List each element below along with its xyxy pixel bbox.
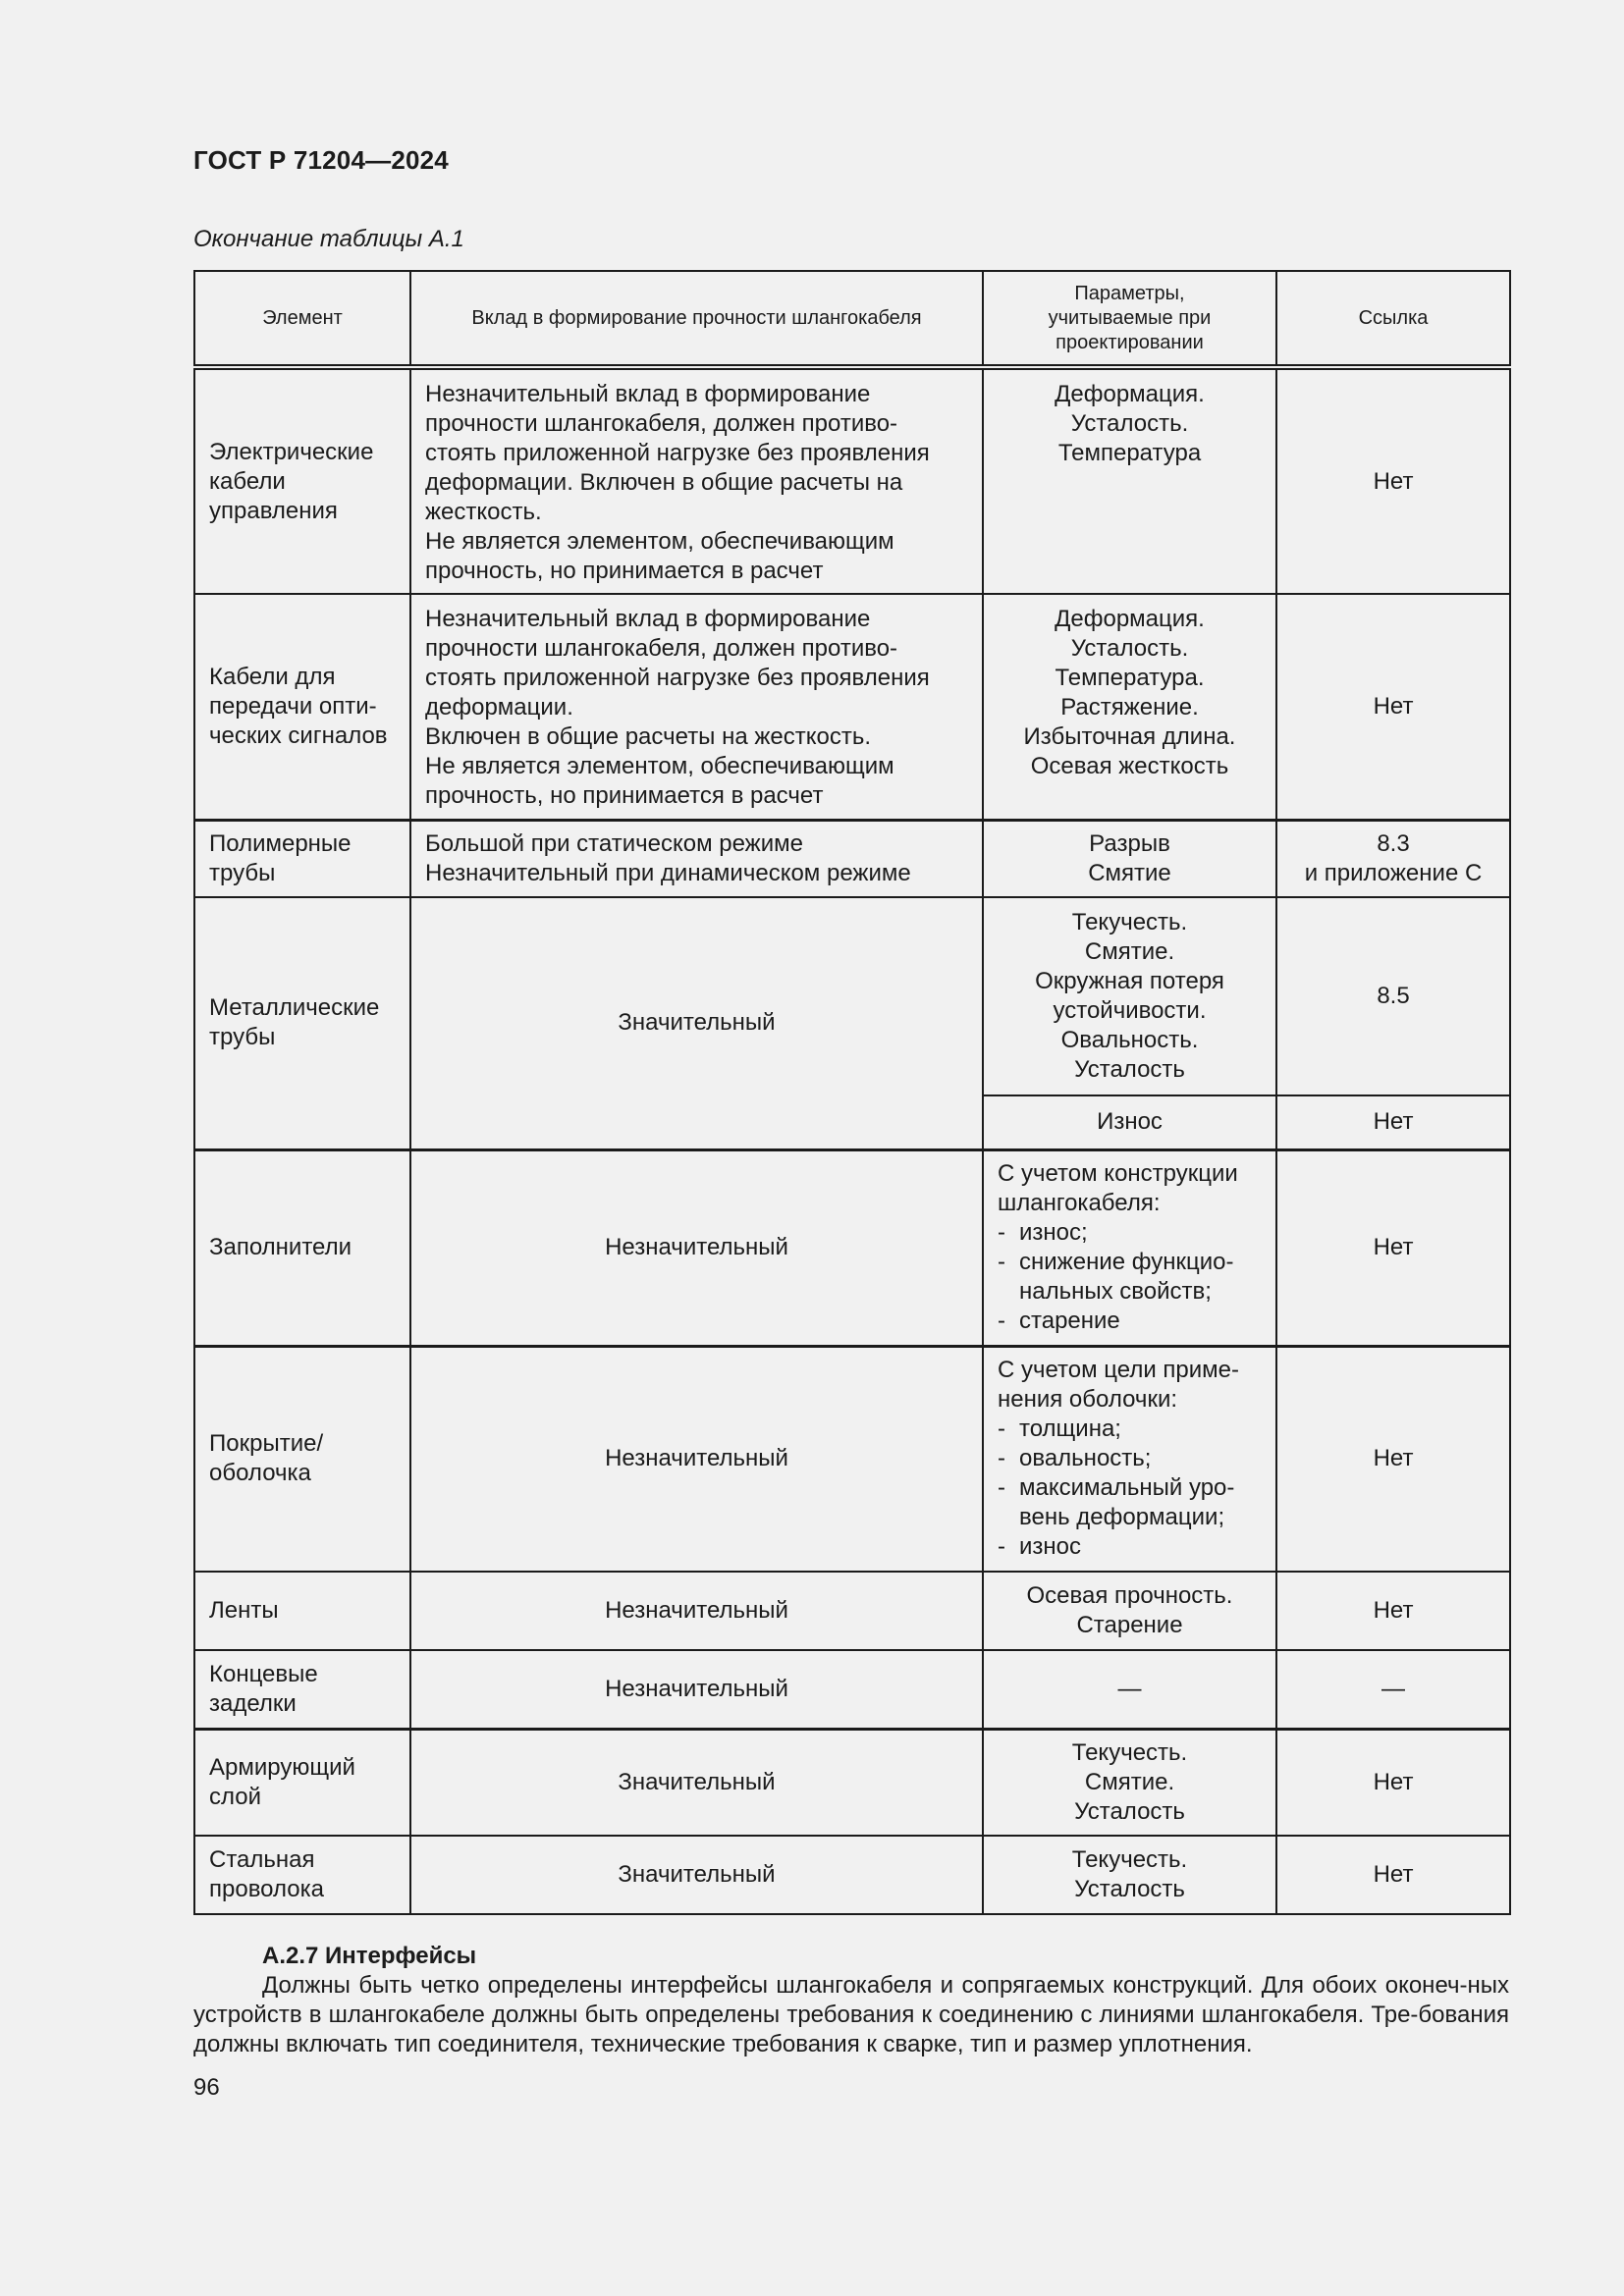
cell-element: Полимерные трубы bbox=[194, 820, 410, 897]
document-id: ГОСТ Р 71204—2024 bbox=[193, 145, 449, 175]
cell-element: Заполнители bbox=[194, 1149, 410, 1346]
table-row bbox=[194, 897, 1510, 1095]
cell-ref: — bbox=[1276, 1650, 1510, 1729]
cell-params: Текучесть. Смятие. Усталость bbox=[983, 1729, 1276, 1836]
cell-ref: Нет bbox=[1276, 1836, 1510, 1914]
table-row bbox=[194, 1650, 1510, 1729]
col-header-params: Параметры, учитываемые при проектировании bbox=[983, 271, 1276, 367]
col-header-contribution: Вклад в формирование прочности шлангокабеля bbox=[410, 271, 983, 367]
cell-ref: Нет bbox=[1276, 1729, 1510, 1836]
cell-params: — bbox=[983, 1650, 1276, 1729]
cell-element: Кабели для передачи опти-ческих сигналов bbox=[194, 594, 410, 820]
cell-params: Текучесть. Смятие. Окружная потеря устойчивости. Овальность. Усталость bbox=[983, 897, 1276, 1095]
table-caption: Окончание таблицы А.1 bbox=[193, 226, 464, 252]
cell-params: Деформация. Усталость. Температура. Растяжение. Избыточная длина. Осевая жесткость bbox=[983, 594, 1276, 820]
cell-element: Армирующий слой bbox=[194, 1729, 410, 1836]
table-row bbox=[194, 820, 1510, 897]
list-item: - старение bbox=[998, 1307, 1262, 1336]
cell-ref: Нет bbox=[1276, 1095, 1510, 1149]
table-row bbox=[194, 1836, 1510, 1914]
params-list bbox=[998, 1218, 1262, 1336]
table-a1 bbox=[193, 270, 1511, 1915]
cell-ref: Нет bbox=[1276, 1149, 1510, 1346]
cell-params: Разрыв Смятие bbox=[983, 820, 1276, 897]
cell-ref: Нет bbox=[1276, 367, 1510, 594]
table-row bbox=[194, 594, 1510, 820]
page-number: 96 bbox=[193, 2074, 220, 2101]
cell-contribution: Незначительный bbox=[410, 1572, 983, 1650]
list-item: - износ; bbox=[998, 1218, 1262, 1248]
table-row bbox=[194, 1149, 1510, 1346]
cell-params bbox=[983, 1346, 1276, 1572]
cell-contribution: Значительный bbox=[410, 897, 983, 1149]
section-paragraph: Должны быть четко определены интерфейсы шлангокабеля и сопрягаемых конструкций. Для обоих оконеч-ных устройств в шлангокабеле должны быть определены требования к соединению с линиями шлангокабеля. Тре-бования должны включать тип соединителя, технические требования к сварке, тип и размер уплотнения. bbox=[193, 1972, 1509, 2057]
col-header-ref: Ссылка bbox=[1276, 271, 1510, 367]
col-header-element: Элемент bbox=[194, 271, 410, 367]
section-title: А.2.7 Интерфейсы bbox=[262, 1943, 477, 1969]
list-item: - толщина; bbox=[998, 1415, 1262, 1444]
cell-ref: Нет bbox=[1276, 1572, 1510, 1650]
cell-element: Ленты bbox=[194, 1572, 410, 1650]
cell-contribution: Значительный bbox=[410, 1729, 983, 1836]
cell-params: Износ bbox=[983, 1095, 1276, 1149]
cell-contribution: Значительный bbox=[410, 1836, 983, 1914]
cell-params bbox=[983, 1149, 1276, 1346]
table-row bbox=[194, 1729, 1510, 1836]
cell-ref: 8.5 bbox=[1276, 897, 1510, 1095]
cell-element: Покрытие/ оболочка bbox=[194, 1346, 410, 1572]
table-header-row bbox=[194, 271, 1510, 367]
table-row bbox=[194, 367, 1510, 594]
cell-contribution: Незначительный bbox=[410, 1346, 983, 1572]
cell-ref: Нет bbox=[1276, 1346, 1510, 1572]
section-interfaces bbox=[193, 1942, 1509, 2059]
cell-contribution: Большой при статическом режиме Незначительный при динамическом режиме bbox=[410, 820, 983, 897]
cell-params: Деформация. Усталость. Температура bbox=[983, 367, 1276, 594]
cell-element: Электрические кабели управления bbox=[194, 367, 410, 594]
list-item: - максимальный уро-вень деформации; bbox=[998, 1473, 1262, 1532]
params-intro: С учетом цели приме-нения оболочки: bbox=[998, 1357, 1239, 1414]
cell-contribution: Незначительный вклад в формирование прочности шлангокабеля, должен противо-стоять приложенной нагрузке без проявления деформации. Включен в общие расчеты на жесткость. Не является элементом, обеспечивающим прочность, но принимается в расчет bbox=[410, 367, 983, 594]
cell-element: Металлические трубы bbox=[194, 897, 410, 1149]
list-item: - овальность; bbox=[998, 1444, 1262, 1473]
cell-ref: 8.3 и приложение С bbox=[1276, 820, 1510, 897]
cell-element: Стальная проволока bbox=[194, 1836, 410, 1914]
params-intro: С учетом конструкции шлангокабеля: bbox=[998, 1160, 1238, 1216]
list-item: - снижение функцио-нальных свойств; bbox=[998, 1248, 1262, 1307]
list-item: - износ bbox=[998, 1532, 1262, 1562]
cell-contribution: Незначительный bbox=[410, 1650, 983, 1729]
cell-contribution: Незначительный вклад в формирование прочности шлангокабеля, должен противо-стоять приложенной нагрузке без проявления деформации. Включен в общие расчеты на жесткость. Не является элементом, обеспечивающим прочность, но принимается в расчет bbox=[410, 594, 983, 820]
cell-params: Осевая прочность. Старение bbox=[983, 1572, 1276, 1650]
table-row bbox=[194, 1572, 1510, 1650]
cell-element: Концевые заделки bbox=[194, 1650, 410, 1729]
cell-ref: Нет bbox=[1276, 594, 1510, 820]
table-row bbox=[194, 1346, 1510, 1572]
cell-contribution: Незначительный bbox=[410, 1149, 983, 1346]
params-list bbox=[998, 1415, 1262, 1562]
cell-params: Текучесть. Усталость bbox=[983, 1836, 1276, 1914]
